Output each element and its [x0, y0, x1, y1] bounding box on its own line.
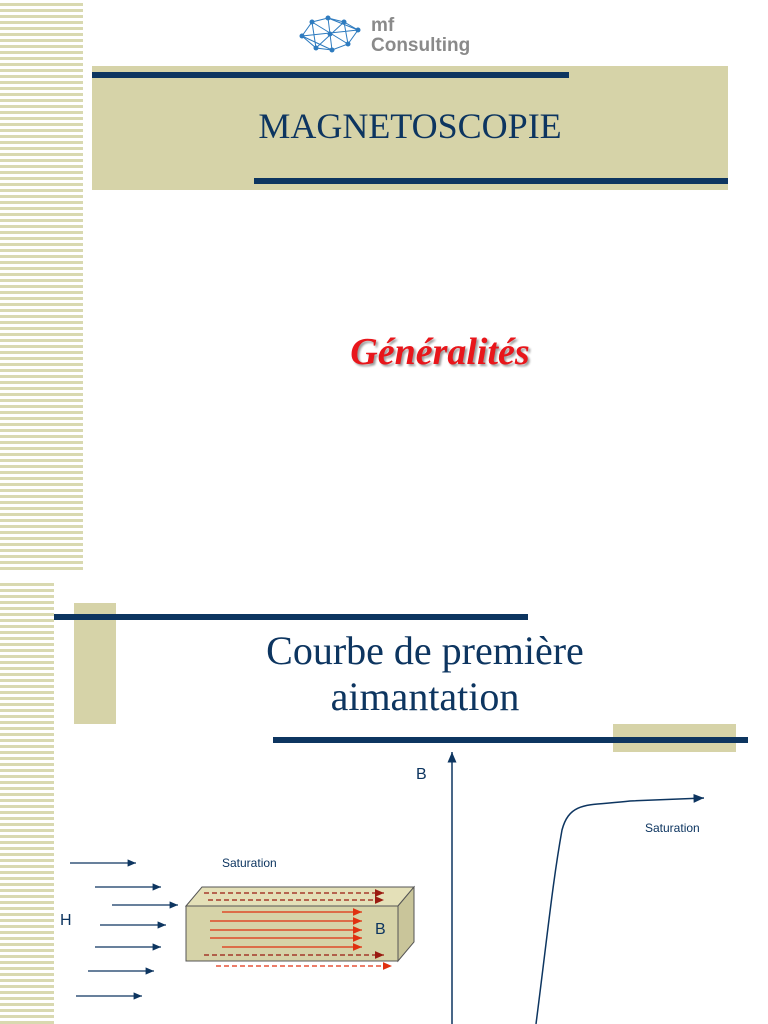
slide-title-line-1: Courbe de première	[266, 628, 584, 673]
logo-line-2: Consulting	[371, 35, 471, 56]
slide-title-line-2: aimantation	[330, 674, 520, 719]
logo-line-1: mf	[371, 15, 395, 36]
curve-saturation-label: Saturation	[645, 821, 700, 835]
page-title: MAGNETOSCOPIE	[258, 106, 562, 146]
slide-title	[220, 628, 630, 720]
bar-saturation-label: Saturation	[222, 856, 277, 870]
magnetization-diagram	[0, 745, 768, 1024]
header-bar-top	[92, 72, 569, 78]
mf-consulting-logo	[298, 14, 498, 62]
slide-bar-top	[54, 614, 528, 620]
decorative-stripes-top	[0, 0, 83, 570]
bar-b-label: B	[375, 921, 386, 938]
logo-text	[371, 16, 470, 56]
h-field-label: H	[60, 912, 72, 929]
b-axis-label: B	[416, 766, 427, 783]
network-logo-icon	[298, 14, 368, 54]
section-subtitle: Généralités	[350, 331, 530, 373]
slide-accent-block-left	[74, 603, 116, 724]
h-field-arrows	[70, 863, 178, 996]
header-bar-bottom	[254, 178, 728, 184]
slide-bar-bottom	[273, 737, 748, 743]
